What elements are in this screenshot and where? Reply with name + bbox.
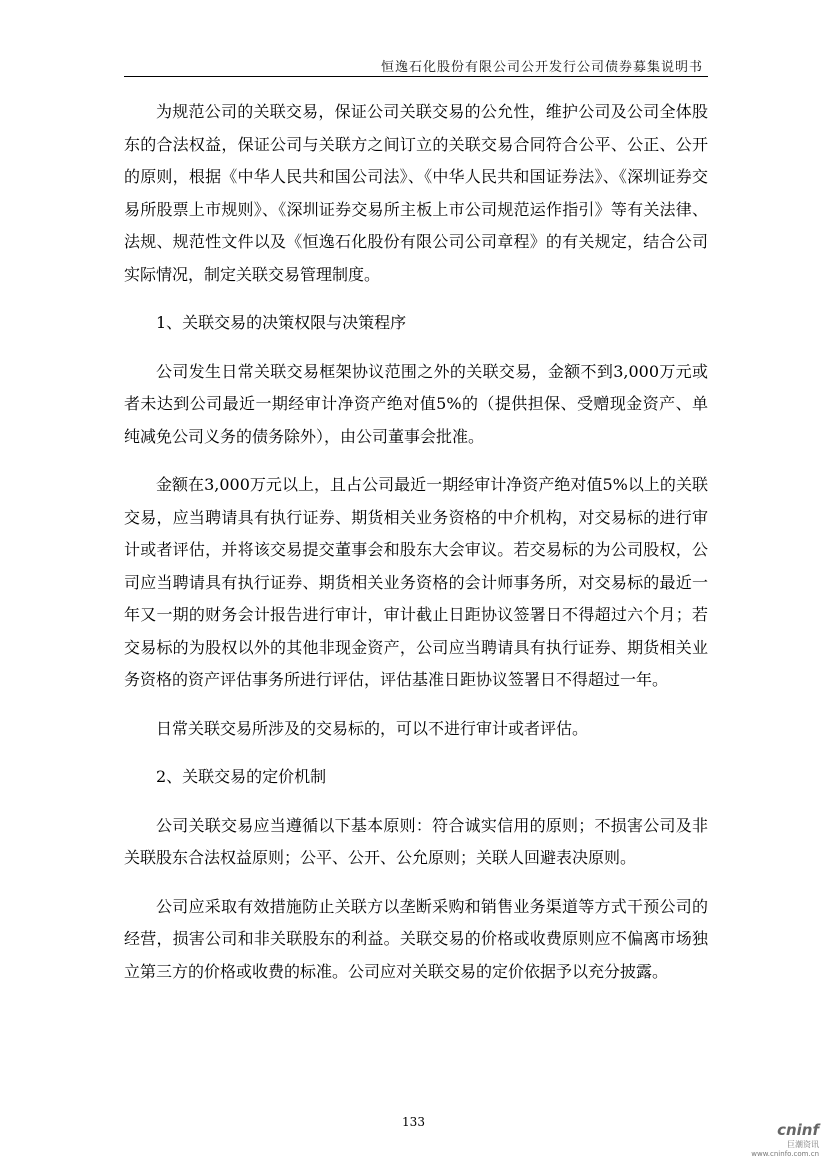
section-heading-decision-authority: 1、关联交易的决策权限与决策程序: [156, 313, 407, 332]
header-divider: [124, 76, 708, 77]
document-body: [124, 96, 708, 1004]
logo-subtitle: 巨潮资讯: [787, 1140, 819, 1149]
paragraph-intro: 为规范公司的关联交易，保证公司关联交易的公允性，维护公司及公司全体股东的合法权益，保证公司与关联方之间订立的关联交易合同符合公平、公正、公开的原则，根据《中华人民共和国公司法》、《中华人民共和国证券法》、《深圳证券交易所股票上市规则》、《深圳证券交易所主板上市公司规范运作指引》等有关法律、法规、规范性文件以及《恒逸石化股份有限公司公司章程》的有关规定，结合公司实际情况，制定关联交易管理制度。: [124, 102, 708, 284]
cninfo-logo: [739, 1121, 819, 1161]
document-header-title: 恒逸石化股份有限公司公开发行公司债券募集说明书: [380, 60, 703, 75]
page-number: 133: [402, 1115, 425, 1129]
paragraph-board-approval: 公司发生日常关联交易框架协议范围之外的关联交易，金额不到3,000万元或者未达到公司最近一期经审计净资产绝对值5%的（提供担保、受赠现金资产、单纯减免公司义务的债务除外），由公司董事会批准。: [124, 361, 708, 446]
logo-url: www.cninfo.com.cn: [751, 1150, 819, 1158]
paragraph-prevention-measures: 公司应采取有效措施防止关联方以垄断采购和销售业务渠道等方式干预公司的经营，损害公司和非关联股东的利益。关联交易的价格或收费原则应不偏离市场独立第三方的价格或收费的标准。公司应对关联交易的定价依据予以充分披露。: [124, 896, 708, 981]
paragraph-basic-principles: 公司关联交易应当遵循以下基本原则：符合诚实信用的原则；不损害公司及非关联股东合法权益原则；公平、公开、公允原则；关联人回避表决原则。: [124, 815, 708, 867]
logo-wordmark: cninf: [777, 1121, 819, 1139]
paragraph-audit-requirements: 金额在3,000万元以上，且占公司最近一期经审计净资产绝对值5%以上的关联交易，应当聘请具有执行证券、期货相关业务资格的中介机构，对交易标的进行审计或者评估，并将该交易提交董事会和股东大会审议。若交易标的为公司股权，公司应当聘请具有执行证券、期货相关业务资格的会计师事务所，对交易标的最近一年又一期的财务会计报告进行审计，审计截止日距协议签署日不得超过六个月；若交易标的为股权以外的其他非现金资产，公司应当聘请具有执行证券、期货相关业务资格的资产评估事务所进行评估，评估基准日距协议签署日不得超过一年。: [124, 475, 708, 689]
paragraph-daily-transactions: 日常关联交易所涉及的交易标的，可以不进行审计或者评估。: [156, 718, 589, 738]
section-heading-pricing-mechanism: 2、关联交易的定价机制: [156, 767, 327, 786]
